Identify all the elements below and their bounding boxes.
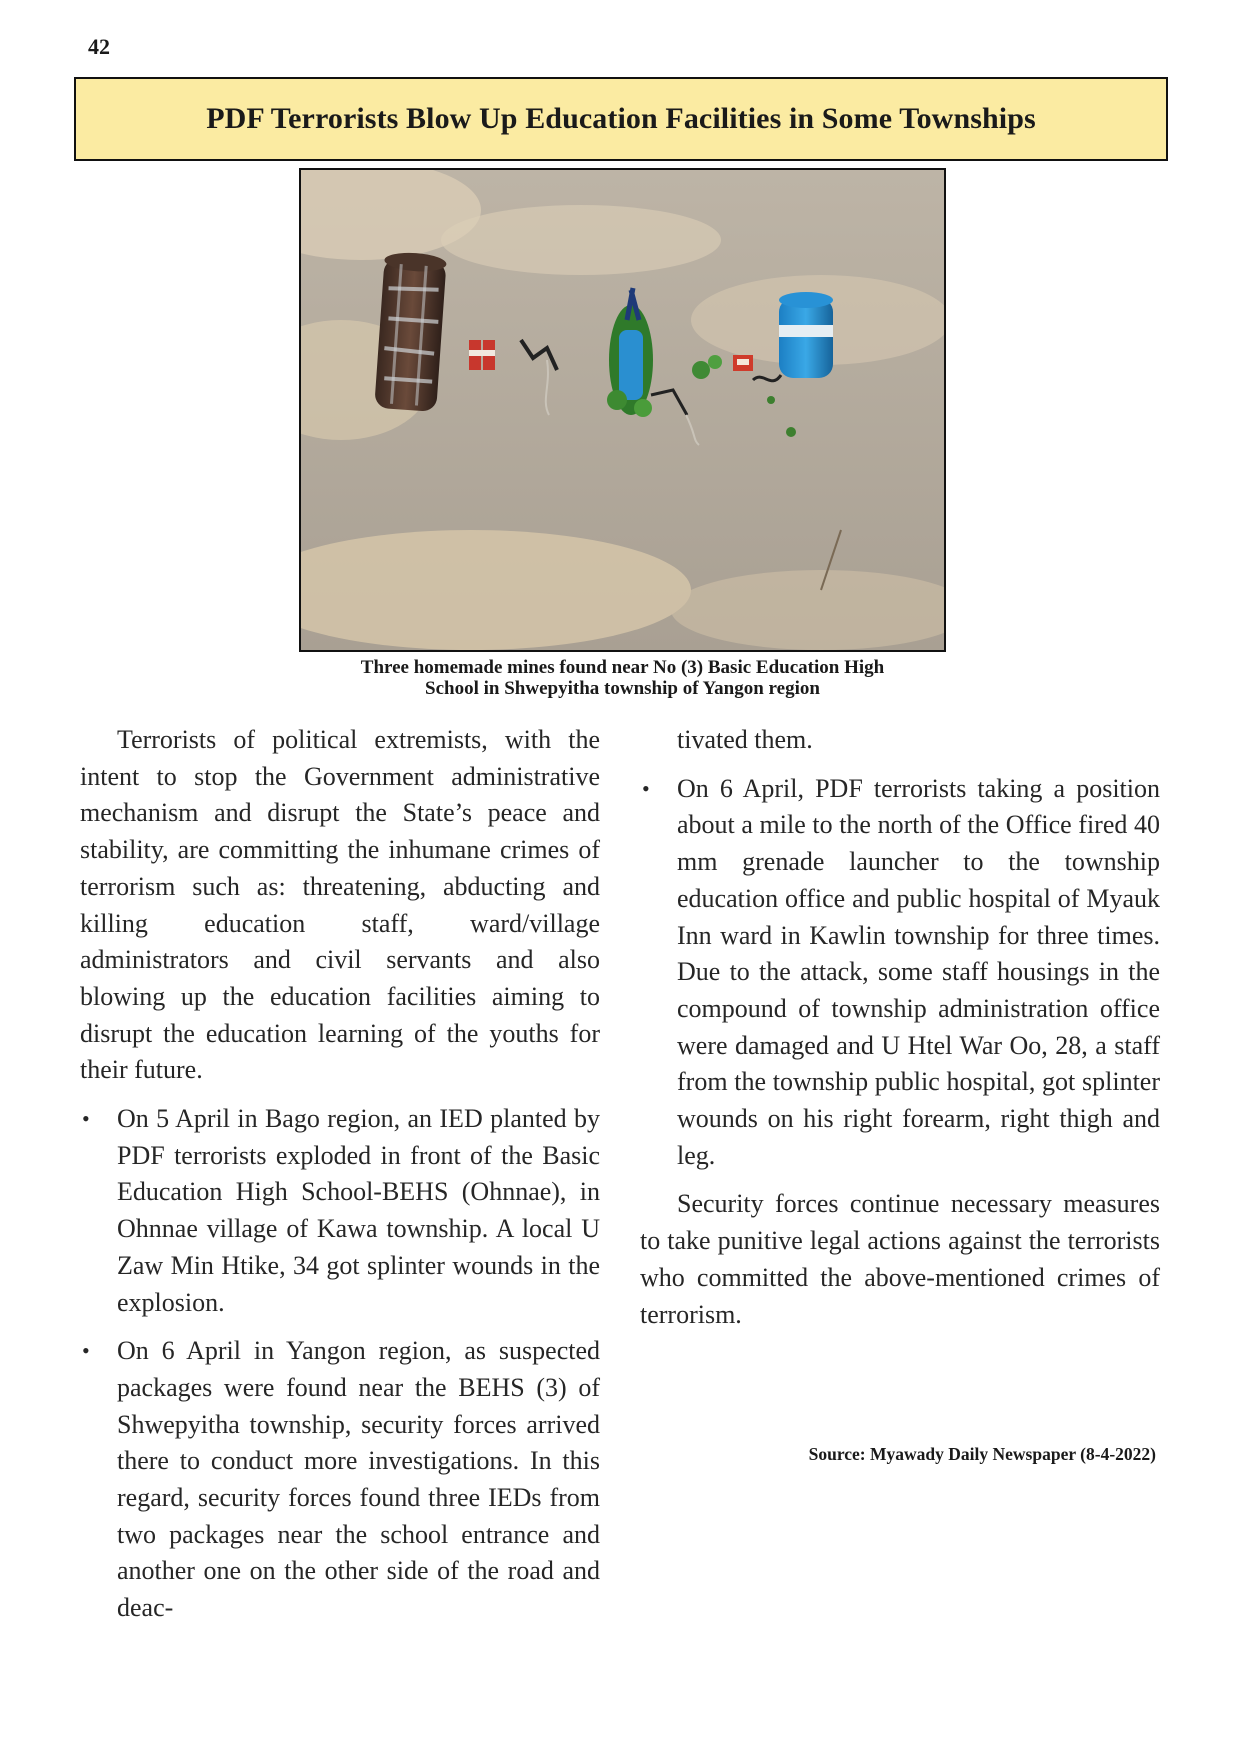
news-photo [299, 168, 946, 652]
caption-line-1: Three homemade mines found near No (3) Basic Education High [360, 657, 885, 678]
bullet-icon: • [642, 775, 650, 801]
bullet-item-kawlin [640, 771, 1160, 1175]
bullet-text-yangon: On 6 April in Yangon region, as suspected packages were found near the BEHS (3) of Shwepyitha township, security forces arrived there to conduct more investigations. In this regard, security forces found three IEDs from two packages near the school entrance and another one on the other side of the road and deac- [117, 1336, 600, 1623]
left-column [80, 722, 600, 1627]
title-banner [74, 77, 1168, 161]
bullet-text-bago: On 5 April in Bago region, an IED planted by PDF terrorists exploded in front of the Basic Education High School-BEHS (Ohnnae), in Ohnnae village of Kawa township. A local U Zaw Min Htike, 34 got splinter wounds in the explosion. [117, 1104, 600, 1317]
bullet-item-bago [80, 1101, 600, 1321]
intro-paragraph: Terrorists of political extremists, with the intent to stop the Government administrative mechanism and disrupt the State’s peace and stability, are committing the inhumane crimes of terrorism such as: threatening, abducting and killing education staff, ward/village administrators and civil servants and also blowing up the education facilities aiming to disrupt the education learning of the youths for their future. [80, 725, 600, 1085]
bullet-text-kawlin: On 6 April, PDF terrorists taking a position about a mile to the north of the Office fired 40 mm grenade launcher to the township education office and public hospital of Myauk Inn ward in Kawlin township for three times. Due to the attack, some staff housings in the compound of township administration office were damaged and U Htel War Oo, 28, a staff from the township public hospital, got splinter wounds on his right forearm, right thigh and leg. [677, 773, 1160, 1170]
bullet-item-yangon [80, 1333, 600, 1627]
caption-line-2: School in Shwepyitha township of Yangon region [425, 678, 820, 699]
source-credit: Source: Myawady Daily Newspaper (8-4-2022) [808, 1444, 1156, 1464]
page-title: PDF Terrorists Blow Up Education Facilities in Some Townships [206, 102, 1036, 135]
right-column [640, 722, 1160, 1333]
continued-text: tivated them. [677, 725, 813, 754]
bullet-icon: • [82, 1106, 90, 1132]
bullet-icon: • [82, 1338, 90, 1364]
photo-caption [260, 657, 985, 699]
page-number: 42 [88, 34, 110, 59]
closing-paragraph: Security forces continue necessary measures to take punitive legal actions against the terrorists who committed the above-mentioned crimes of terrorism. [640, 1189, 1160, 1329]
